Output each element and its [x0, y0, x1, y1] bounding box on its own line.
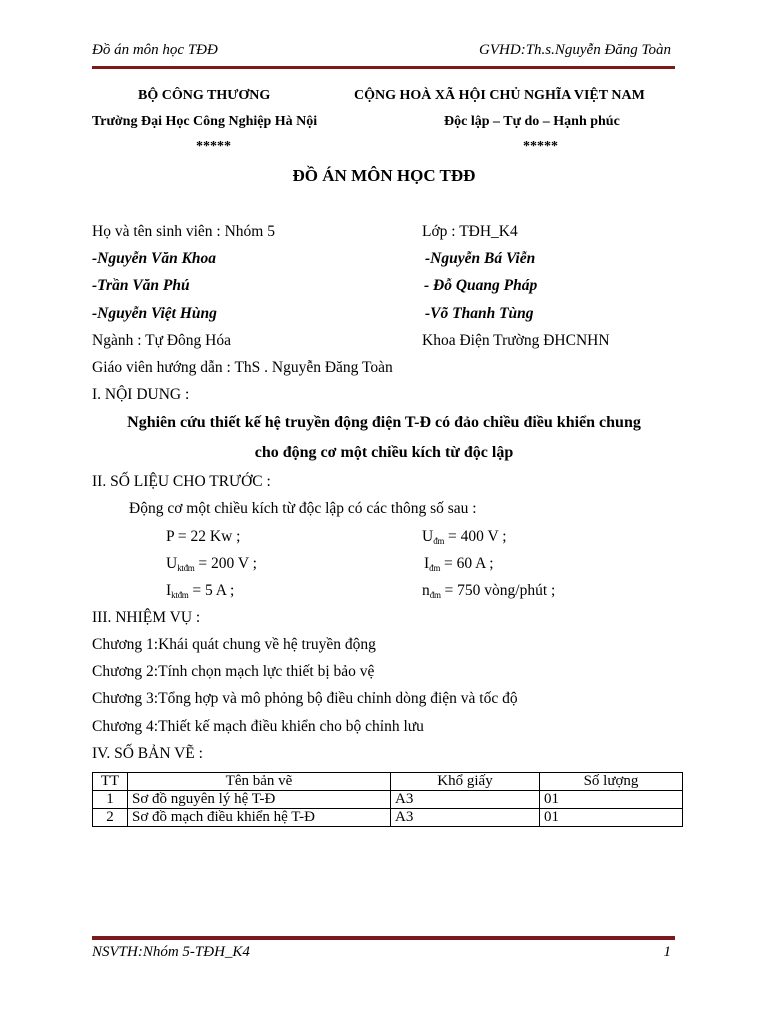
- republic-stars: *****: [523, 139, 558, 154]
- chapter-item: Chương 3:Tổng hợp và mô phỏng bộ điều chỉnh dòng điện và tốc độ: [92, 690, 518, 707]
- param-rated-voltage: Uđm = 400 V ;: [422, 528, 507, 546]
- param-field-voltage: Uktđm = 200 V ;: [166, 555, 257, 573]
- section-heading-drawings: IV. SỐ BẢN VẼ :: [92, 745, 203, 762]
- footer-group: NSVTH:Nhóm 5-TĐH_K4: [92, 944, 250, 960]
- page-number: 1: [663, 944, 671, 960]
- republic-name: CỘNG HOÀ XÃ HỘI CHỦ NGHĨA VIỆT NAM: [354, 88, 645, 103]
- table-cell: A3: [391, 791, 540, 809]
- param-field-current: Iktđm = 5 A ;: [166, 582, 235, 600]
- chapter-item: Chương 2:Tính chọn mạch lực thiết bị bảo vệ: [92, 663, 375, 680]
- table-cell: 01: [540, 791, 683, 809]
- drawings-table: [92, 772, 683, 827]
- table-cell: Sơ đồ nguyên lý hệ T-Đ: [128, 791, 391, 809]
- section-heading-data: II. SỐ LIỆU CHO TRƯỚC :: [92, 473, 271, 490]
- col-header: TT: [93, 773, 128, 791]
- republic-motto: Độc lập – Tự do – Hạnh phúc: [444, 114, 620, 129]
- param-rated-current: Iđm = 60 A ;: [424, 555, 494, 573]
- topic-line-1: Nghiên cứu thiết kế hệ truyền động điện T-Đ có đảo chiều điều khiển chung: [127, 414, 641, 431]
- chapter-item: Chương 1:Khái quát chung về hệ truyền động: [92, 636, 376, 653]
- table-cell: 2: [93, 809, 128, 827]
- page-title: ĐỒ ÁN MÔN HỌC TĐĐ: [292, 166, 476, 185]
- col-header: Khổ giấy: [391, 773, 540, 791]
- student-name: -Nguyễn Văn Khoa: [92, 250, 217, 267]
- table-row: [93, 809, 683, 827]
- ministry-stars: *****: [196, 139, 231, 154]
- school-name: Trường Đại Học Công Nghiệp Hà Nội: [92, 114, 318, 129]
- header-doc-title: Đồ án môn học TĐĐ: [92, 42, 218, 58]
- header-rule: [92, 66, 675, 69]
- motor-intro: Động cơ một chiều kích từ độc lập có các thông số sau :: [129, 500, 477, 517]
- students-label: Họ và tên sinh viên : Nhóm 5: [92, 223, 275, 240]
- student-name: -Nguyễn Bá Viễn: [425, 250, 536, 267]
- param-power: P = 22 Kw ;: [166, 528, 241, 545]
- student-name: -Trần Văn Phú: [92, 277, 190, 294]
- supervisor: Giáo viên hướng dẫn : ThS . Nguyễn Đăng Toàn: [92, 359, 393, 376]
- table-cell: 1: [93, 791, 128, 809]
- faculty: Khoa Điện Trường ĐHCNHN: [422, 332, 610, 349]
- header-supervisor: GVHD:Th.s.Nguyễn Đăng Toàn: [479, 42, 671, 58]
- student-name: -Nguyễn Việt Hùng: [92, 305, 217, 322]
- table-cell: A3: [391, 809, 540, 827]
- student-name: - Đỗ Quang Pháp: [424, 277, 538, 294]
- ministry-name: BỘ CÔNG THƯƠNG: [138, 88, 271, 103]
- class-label: Lớp : TĐH_K4: [422, 223, 518, 240]
- footer-rule: [92, 936, 675, 940]
- table-cell: 01: [540, 809, 683, 827]
- col-header: Số lượng: [540, 773, 683, 791]
- section-heading-content: I. NỘI DUNG :: [92, 386, 190, 403]
- section-heading-tasks: III. NHIỆM VỤ :: [92, 609, 201, 626]
- col-header: Tên bản vẽ: [128, 773, 391, 791]
- table-header-row: [93, 773, 683, 791]
- param-rated-speed: nđm = 750 vòng/phút ;: [422, 582, 556, 600]
- topic-line-2: cho động cơ một chiều kích từ độc lập: [254, 444, 514, 461]
- table-cell: Sơ đồ mạch điều khiển hệ T-Đ: [128, 809, 391, 827]
- major: Ngành : Tự Đông Hóa: [92, 332, 231, 349]
- table-row: [93, 791, 683, 809]
- chapter-item: Chương 4:Thiết kế mạch điều khiển cho bộ chỉnh lưu: [92, 718, 424, 735]
- student-name: -Võ Thanh Tùng: [425, 305, 534, 322]
